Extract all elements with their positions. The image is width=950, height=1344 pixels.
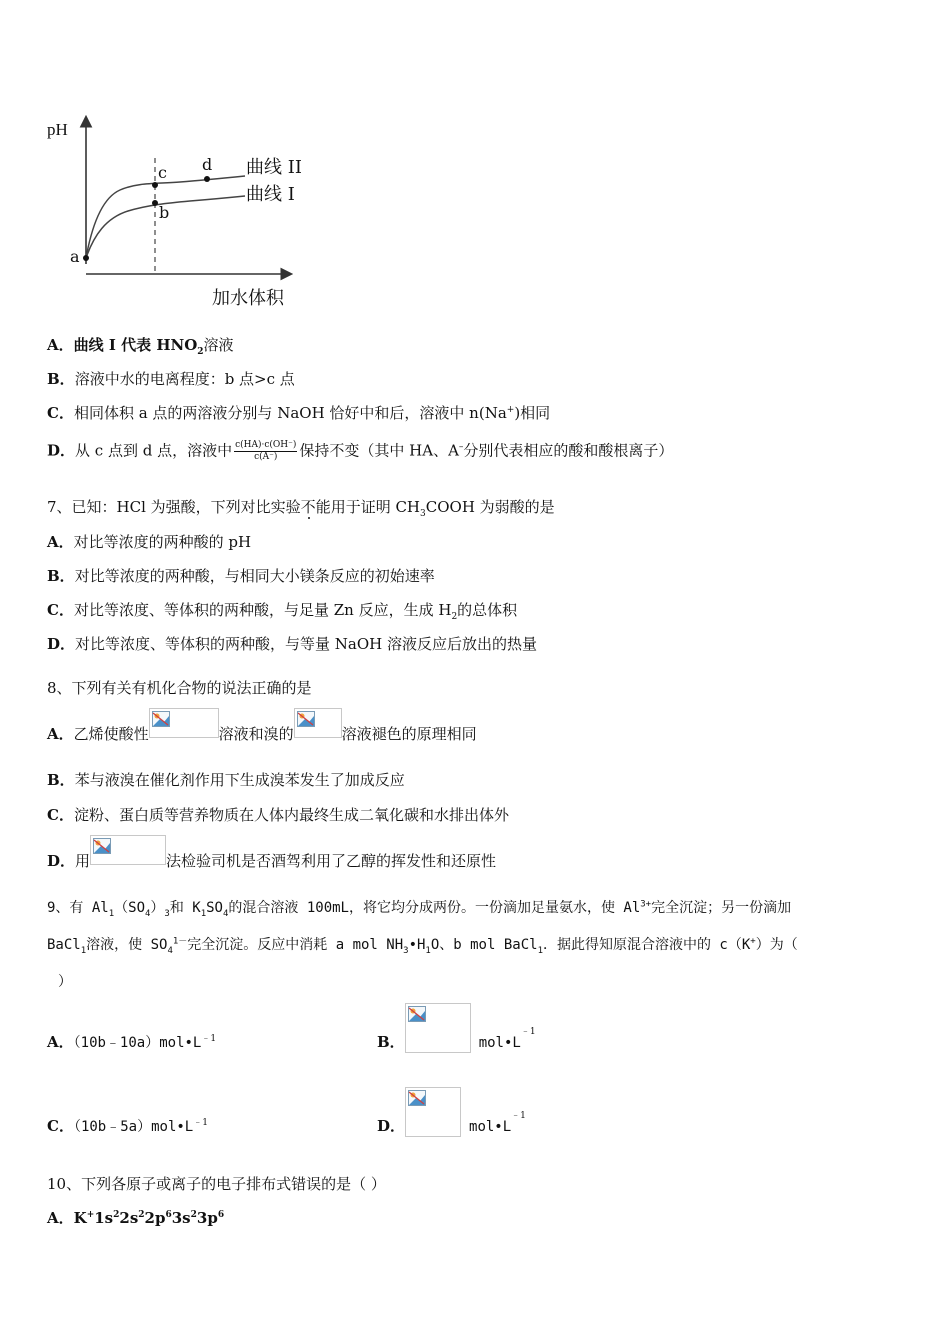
graph-point-c: c bbox=[158, 163, 167, 182]
graph-x-label: 加水体积 bbox=[212, 288, 284, 309]
stem-text: 溶液，使 SO bbox=[86, 937, 168, 953]
superscript: 3+ bbox=[640, 899, 652, 910]
option-letter: D． bbox=[47, 441, 76, 460]
emphasis-char: 不 bbox=[300, 498, 316, 516]
stem-text: 9、有 Al bbox=[47, 900, 109, 916]
orbital: 1s bbox=[94, 1209, 114, 1227]
q6-option-a bbox=[47, 335, 234, 355]
subscript: 1 bbox=[537, 945, 543, 956]
broken-image-icon bbox=[405, 1003, 471, 1053]
q7-option-b bbox=[47, 566, 435, 586]
option-superscript: ﹣1 bbox=[520, 1027, 536, 1037]
graph-y-label: pH bbox=[47, 120, 68, 139]
q9-option-a bbox=[47, 1032, 216, 1053]
option-letter: D． bbox=[47, 852, 76, 870]
option-superscript: ﹣1 bbox=[511, 1111, 526, 1121]
option-text-tail: 法检验司机是否酒驾利用了乙醇的挥发性和还原性 bbox=[166, 852, 497, 870]
stem-text: ．据此得知原混合溶液中的 c（K bbox=[542, 937, 751, 953]
graph-curve1-label: 曲线 I bbox=[246, 184, 295, 205]
ion-symbol: K bbox=[73, 1209, 87, 1227]
q8-option-c bbox=[47, 805, 509, 825]
stem-text-mid: 能用于证明 CH bbox=[315, 498, 421, 516]
option-superscript: ﹣1 bbox=[201, 1034, 217, 1044]
q7-option-a bbox=[47, 532, 251, 552]
stem-text: 和 K bbox=[169, 900, 201, 916]
subscript: 1 bbox=[425, 945, 431, 956]
fraction-numerator: c(HA)·c(OH⁻) bbox=[235, 440, 297, 450]
electron-count: 2 bbox=[190, 1210, 197, 1220]
q9-option-c bbox=[47, 1116, 208, 1137]
option-text-tail: )相同 bbox=[514, 404, 551, 422]
orbital: 3s bbox=[171, 1209, 191, 1227]
option-text: 淀粉、蛋白质等营养物质在人体内最终生成二氧化碳和水排出体外 bbox=[73, 806, 509, 824]
superscript: + bbox=[750, 936, 756, 947]
q9-stem-line-1 bbox=[47, 898, 791, 918]
stem-text: •H bbox=[408, 937, 426, 953]
broken-image-icon bbox=[149, 708, 219, 738]
stem-text: 7、已知：HCl 为强酸，下列对比实验 bbox=[47, 498, 301, 516]
option-text: mol•L bbox=[469, 1119, 512, 1135]
option-letter: A． bbox=[47, 336, 74, 354]
option-text-mid: 溶液和溴的 bbox=[218, 725, 294, 743]
option-subscript: 2 bbox=[451, 612, 458, 622]
electron-count: 6 bbox=[217, 1210, 225, 1220]
q6-option-c bbox=[47, 403, 550, 423]
broken-image-icon bbox=[405, 1087, 461, 1137]
orbital: 2p bbox=[144, 1209, 166, 1227]
broken-image-icon bbox=[90, 835, 166, 865]
option-text-tail: 的总体积 bbox=[457, 601, 518, 619]
q9-option-d bbox=[377, 1087, 526, 1139]
fraction-expression bbox=[234, 440, 297, 463]
option-text: 苯与液溴在催化剂作用下生成溴苯发生了加成反应 bbox=[74, 771, 405, 789]
option-letter: A． bbox=[47, 725, 74, 743]
orbital: 3p bbox=[196, 1209, 218, 1227]
option-text: 对比等浓度、等体积的两种酸，与等量 NaOH 溶液反应后放出的热量 bbox=[75, 635, 538, 653]
option-letter: D． bbox=[377, 1117, 406, 1135]
graph-point-d: d bbox=[202, 155, 213, 174]
option-letter: B． bbox=[47, 771, 75, 789]
graph-point-b: b bbox=[159, 203, 170, 222]
q9-option-b bbox=[377, 1003, 536, 1055]
option-text: 乙烯使酸性 bbox=[73, 725, 149, 743]
stem-text: BaCl bbox=[47, 937, 81, 953]
stem-text: O、b mol BaCl bbox=[430, 937, 538, 953]
superscript: 1－ bbox=[172, 936, 188, 947]
q9-stem-line-2 bbox=[47, 935, 798, 955]
q7-option-c bbox=[47, 600, 517, 620]
q7-option-d bbox=[47, 634, 537, 654]
stem-text-tail: COOH 为弱酸的是 bbox=[425, 498, 555, 516]
q8-stem: 8、下列有关有机化合物的说法正确的是 bbox=[47, 679, 312, 697]
q10-option-a bbox=[47, 1208, 224, 1228]
stem-text: 完全沉淀。反应中消耗 a mol NH bbox=[187, 937, 404, 953]
stem-text: ）为（ bbox=[755, 937, 798, 953]
q6-option-b bbox=[47, 369, 295, 389]
subscript: 3 bbox=[164, 908, 170, 919]
electron-count: 2 bbox=[138, 1210, 145, 1220]
option-letter: A． bbox=[47, 1033, 74, 1051]
q9-stem-line-3: ） bbox=[58, 974, 72, 990]
option-letter: A． bbox=[47, 533, 74, 551]
option-text-tail: 溶液褪色的原理相同 bbox=[341, 725, 477, 743]
q8-option-a bbox=[47, 708, 477, 748]
stem-text: （SO bbox=[114, 900, 145, 916]
option-text-mid: 保持不变（其中 HA、A bbox=[299, 441, 459, 460]
subscript: 4 bbox=[145, 908, 151, 919]
fraction-denominator: c(A⁻) bbox=[254, 452, 278, 462]
option-text: 曲线 I 代表 HNO bbox=[73, 336, 198, 354]
option-text: 对比等浓度的两种酸的 pH bbox=[73, 533, 252, 551]
subscript: 1 bbox=[80, 945, 87, 956]
subscript: 1 bbox=[108, 908, 115, 919]
q6-option-d bbox=[47, 440, 673, 463]
option-letter: B． bbox=[47, 567, 75, 585]
subscript: 4 bbox=[167, 945, 173, 956]
stem-text: ） bbox=[150, 900, 165, 916]
subscript: 1 bbox=[200, 908, 207, 919]
option-superscript: – bbox=[458, 442, 464, 453]
option-text: 对比等浓度的两种酸，与相同大小镁条反应的初始速率 bbox=[74, 567, 435, 585]
q7-stem bbox=[47, 497, 555, 517]
option-text: 溶液中水的电离程度：b 点>c 点 bbox=[74, 370, 295, 388]
broken-image-icon bbox=[294, 708, 342, 738]
q10-stem: 10、下列各原子或离子的电子排布式错误的是（ ） bbox=[47, 1175, 386, 1193]
option-text: 对比等浓度、等体积的两种酸，与足量 Zn 反应，生成 H bbox=[73, 601, 452, 619]
orbital: 2s bbox=[119, 1209, 139, 1227]
stem-text: 完全沉淀；另一份滴加 bbox=[651, 900, 792, 916]
electron-count: 6 bbox=[165, 1210, 172, 1220]
option-text: mol•L bbox=[478, 1035, 521, 1051]
graph-curve2-label: 曲线 II bbox=[246, 157, 302, 178]
option-letter: C． bbox=[47, 806, 74, 824]
option-text: 从 c 点到 d 点，溶液中 bbox=[75, 441, 233, 460]
graph-point-a: a bbox=[70, 247, 80, 266]
subscript: 4 bbox=[222, 908, 229, 919]
point-a-dot bbox=[83, 255, 89, 261]
option-text-tail: 分别代表相应的酸和酸根离子） bbox=[463, 441, 674, 460]
option-letter: D． bbox=[47, 635, 76, 653]
stem-text: 的混合溶液 100mL，将它均分成两份。一份滴加足量氨水，使 Al bbox=[228, 900, 641, 916]
q8-option-d bbox=[47, 835, 496, 875]
ion-charge: + bbox=[86, 1210, 95, 1220]
option-letter: C． bbox=[47, 404, 74, 422]
ph-graph bbox=[40, 110, 320, 310]
stem-text: SO bbox=[206, 900, 223, 916]
option-text: （10b﹣5a）mol•L bbox=[73, 1119, 194, 1135]
option-subscript: 2 bbox=[197, 347, 204, 357]
option-letter: A． bbox=[47, 1209, 74, 1227]
option-letter: C． bbox=[47, 1117, 74, 1135]
option-superscript: + bbox=[506, 405, 515, 415]
option-text-tail: 溶液 bbox=[203, 336, 234, 354]
option-text: （10b﹣10a）mol•L bbox=[73, 1035, 202, 1051]
electron-count: 2 bbox=[113, 1210, 120, 1220]
option-text: 相同体积 a 点的两溶液分别与 NaOH 恰好中和后，溶液中 n(Na bbox=[73, 404, 507, 422]
point-c-dot bbox=[152, 182, 158, 188]
q8-option-b bbox=[47, 770, 405, 790]
stem-subscript: 3 bbox=[420, 509, 426, 519]
point-d-dot bbox=[204, 176, 210, 182]
point-b-dot bbox=[152, 200, 158, 206]
option-letter: C． bbox=[47, 601, 74, 619]
option-letter: B． bbox=[47, 370, 75, 388]
option-letter: B． bbox=[377, 1033, 405, 1051]
subscript: 3 bbox=[403, 945, 409, 956]
option-text: 用 bbox=[75, 852, 91, 870]
option-superscript: ﹣1 bbox=[193, 1118, 208, 1128]
